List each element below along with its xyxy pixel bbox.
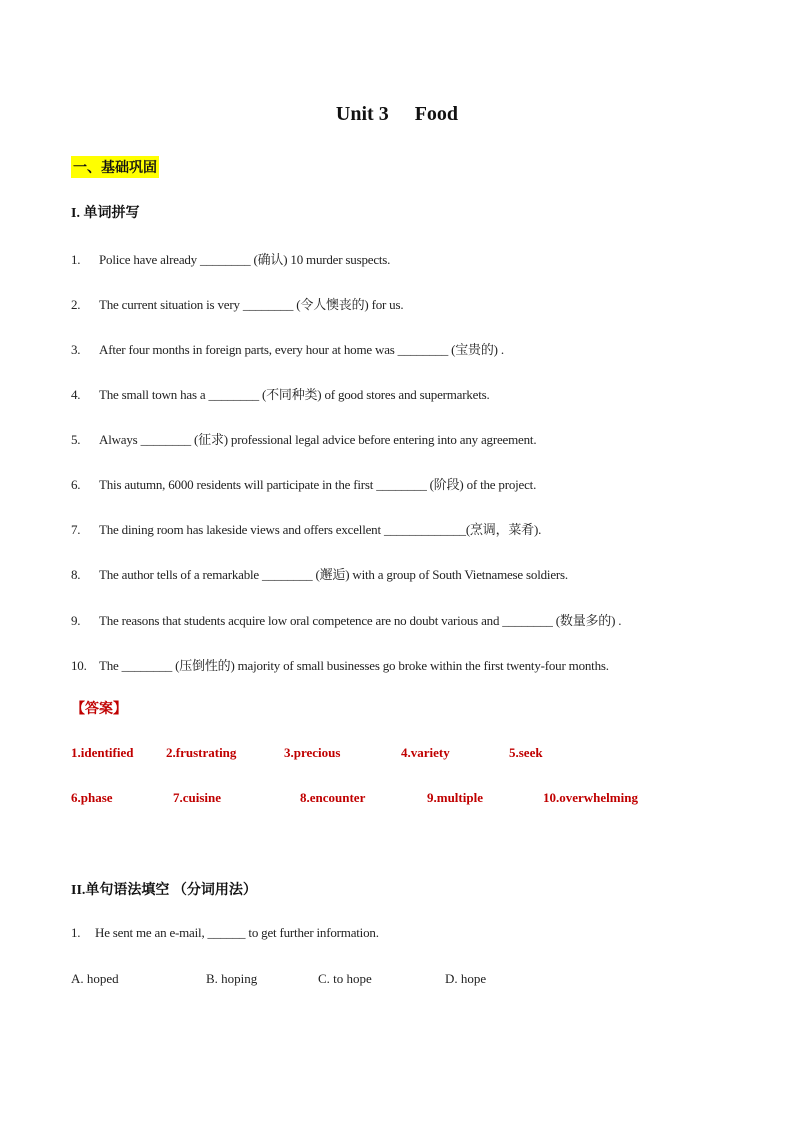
answer-1: 1.identified (71, 745, 134, 760)
question-text: The author tells of a remarkable ________ (邂逅) with a group of South Vietnamese soldiers. (99, 567, 568, 582)
grammar-question-1 (71, 925, 379, 941)
option-d: D. hope (445, 971, 487, 986)
question-text: The dining room has lakeside views and offers excellent _____________(烹调，菜肴). (99, 522, 542, 537)
question-7 (71, 519, 541, 538)
question-text: He sent me an e-mail, ______ to get further information. (95, 925, 379, 940)
question-text: The reasons that students acquire low oral competence are no doubt various and ________ (数量多的) . (99, 613, 622, 628)
part1-heading: I. 单词拼写 (71, 206, 140, 221)
question-10 (71, 655, 609, 674)
question-text: Always ________ (征求) professional legal advice before entering into any agreement. (99, 432, 537, 447)
question-text: The ________ (压倒性的) majority of small businesses go broke within the first twenty-four months. (99, 658, 609, 673)
question-number: 8. (71, 567, 81, 582)
question-number: 2. (71, 297, 81, 312)
question-9 (71, 610, 621, 629)
answer-2: 2.frustrating (166, 745, 237, 760)
answer-4: 4.variety (401, 745, 450, 760)
option-c: C. to hope (318, 971, 372, 986)
question-8 (71, 564, 568, 583)
question-number: 1. (71, 925, 81, 940)
option-a: A. hoped (71, 971, 119, 986)
question-number: 4. (71, 387, 81, 402)
question-text: The current situation is very ________ (令人懊丧的) for us. (99, 297, 404, 312)
page-title (0, 103, 794, 126)
answer-8: 8.encounter (300, 790, 366, 805)
answer-5: 5.seek (509, 745, 543, 760)
part2-heading: II.单句语法填空 （分词用法） (71, 883, 257, 898)
answer-label: 【答案】 (71, 702, 127, 717)
question-1 (71, 249, 390, 268)
question-number: 1. (71, 252, 81, 267)
answer-10: 10.overwhelming (543, 790, 638, 805)
question-number: 5. (71, 432, 81, 447)
question-2 (71, 294, 403, 313)
question-6 (71, 474, 536, 493)
option-b: B. hoping (206, 971, 258, 986)
unit-number: Unit 3 (335, 103, 389, 125)
unit-topic: Food (414, 103, 459, 125)
answer-7: 7.cuisine (173, 790, 222, 805)
question-number: 10. (71, 658, 87, 673)
question-number: 9. (71, 613, 81, 628)
question-text: After four months in foreign parts, every hour at home was ________ (宝贵的) . (99, 342, 504, 357)
question-3 (71, 339, 504, 358)
question-number: 7. (71, 522, 81, 537)
question-4 (71, 384, 490, 403)
section-heading-basics: 一、基础巩固 (71, 156, 159, 178)
question-text: The small town has a ________ (不同种类) of good stores and supermarkets. (99, 387, 490, 402)
answer-3: 3.precious (284, 745, 341, 760)
question-number: 3. (71, 342, 81, 357)
question-5 (71, 429, 536, 448)
answer-9: 9.multiple (427, 790, 483, 805)
question-number: 6. (71, 477, 81, 492)
question-text: This autumn, 6000 residents will participate in the first ________ (阶段) of the project. (99, 477, 537, 492)
question-text: Police have already ________ (确认) 10 murder suspects. (99, 252, 391, 267)
answer-6: 6.phase (71, 790, 113, 805)
